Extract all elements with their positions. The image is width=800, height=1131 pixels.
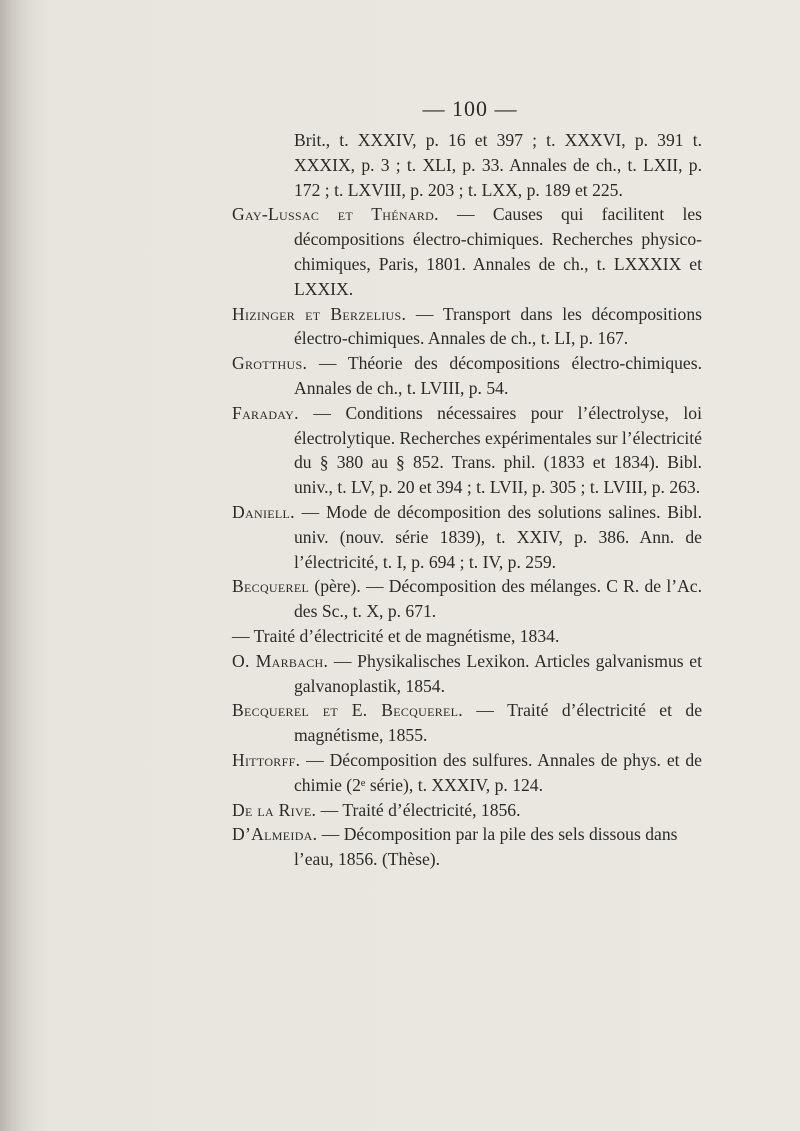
bibliography-entry — [232, 698, 702, 748]
entry-author: Becquerel et E. Becquerel. — [232, 700, 464, 721]
bibliography-entry — [232, 649, 702, 699]
bibliography-entry — [232, 822, 702, 872]
entry-author: Faraday. — [232, 402, 299, 423]
bibliography-entry — [232, 202, 702, 301]
entry-text: (père). — Décomposition des mélanges. C R. de l’Ac. des Sc., t. X, p. 671. — [294, 576, 702, 622]
entry-text: — Conditions nécessaires pour l’électrolyse, loi électrolytique. Recherches expérimentales sur l’électricité du § 380 au § 852. Trans. phil. (1833 et 1834). Bibl. univ., t. LV, p. 20 et 394 ; t. LVII, p. 305 ; t. LVIII, p. 263. — [294, 402, 702, 498]
bibliography-entry — [232, 128, 702, 202]
bibliography-entry — [232, 351, 702, 401]
entry-text: — Causes qui facilitent les décompositions électro-chimiques. Recherches physico-chimiques, Paris, 1801. Annales de ch., t. LXXXIX et LXXIX. — [294, 204, 702, 299]
entry-author: O. Marbach. — [232, 650, 329, 671]
entry-text: — Théorie des décompositions électro-chimiques. Annales de ch., t. LVIII, p. 54. — [294, 353, 702, 398]
entry-text: — Décomposition par la pile des sels dissous dans l’eau, 1856. (Thèse). — [294, 824, 678, 870]
entry-author: D’Almeida. — [232, 824, 318, 845]
bibliography-entry — [232, 302, 702, 352]
entry-text: — Mode de décomposition des solutions salines. Bibl. univ. (nouv. série 1839), t. XXIV, p. 386. Ann. de l’électricité, t. I, p. 694 ; t. IV, p. 259. — [294, 501, 702, 572]
entry-text: — Décomposition des sulfures. Annales de phys. et de chimie (2ᵉ série), t. XXXIV, p. 124. — [294, 749, 702, 795]
bibliography-entry — [232, 500, 702, 574]
entry-author: Hizinger et Berzelius. — [232, 303, 407, 324]
bibliography-entry — [232, 624, 702, 649]
entry-text: Brit., t. XXXIV, p. 16 et 397 ; t. XXXVI, p. 391 t. XXXIX, p. 3 ; t. XLI, p. 33. Annales de ch., t. LXII, p. 172 ; t. LXVIII, p. 203 ; t. LXX, p. 189 et 225. — [294, 130, 702, 200]
entry-ditto-dash: — — [232, 625, 250, 646]
entry-author: Grotthus. — [232, 353, 308, 374]
entry-text: — Traité d’électricité, 1856. — [316, 799, 521, 820]
entry-text: Traité d’électricité et de magnétisme, 1834. — [249, 625, 560, 646]
entry-text: — Traité d’électricité et de magnétisme, 1855. — [294, 700, 702, 746]
entry-author: De la Rive. — [232, 799, 317, 820]
entry-text: — Physikalisches Lexikon. Articles galvanismus et galvanoplastik, 1854. — [294, 650, 703, 696]
entry-author: Hittorff. — [232, 749, 301, 770]
bibliography-entry — [232, 574, 702, 624]
entry-author: Becquerel — [232, 576, 310, 597]
bibliography-entry — [232, 748, 702, 798]
entry-author: Daniell. — [232, 501, 295, 522]
entry-text: — Transport dans les décompositions électro-chimiques. Annales de ch., t. LI, p. 167. — [294, 303, 702, 349]
bibliography-entry — [232, 401, 702, 500]
page-number: — 100 — — [422, 96, 518, 121]
bibliography-list — [232, 128, 702, 872]
bibliography-entry — [232, 798, 702, 823]
entry-author: Gay-Lussac et Thénard. — [232, 204, 439, 225]
